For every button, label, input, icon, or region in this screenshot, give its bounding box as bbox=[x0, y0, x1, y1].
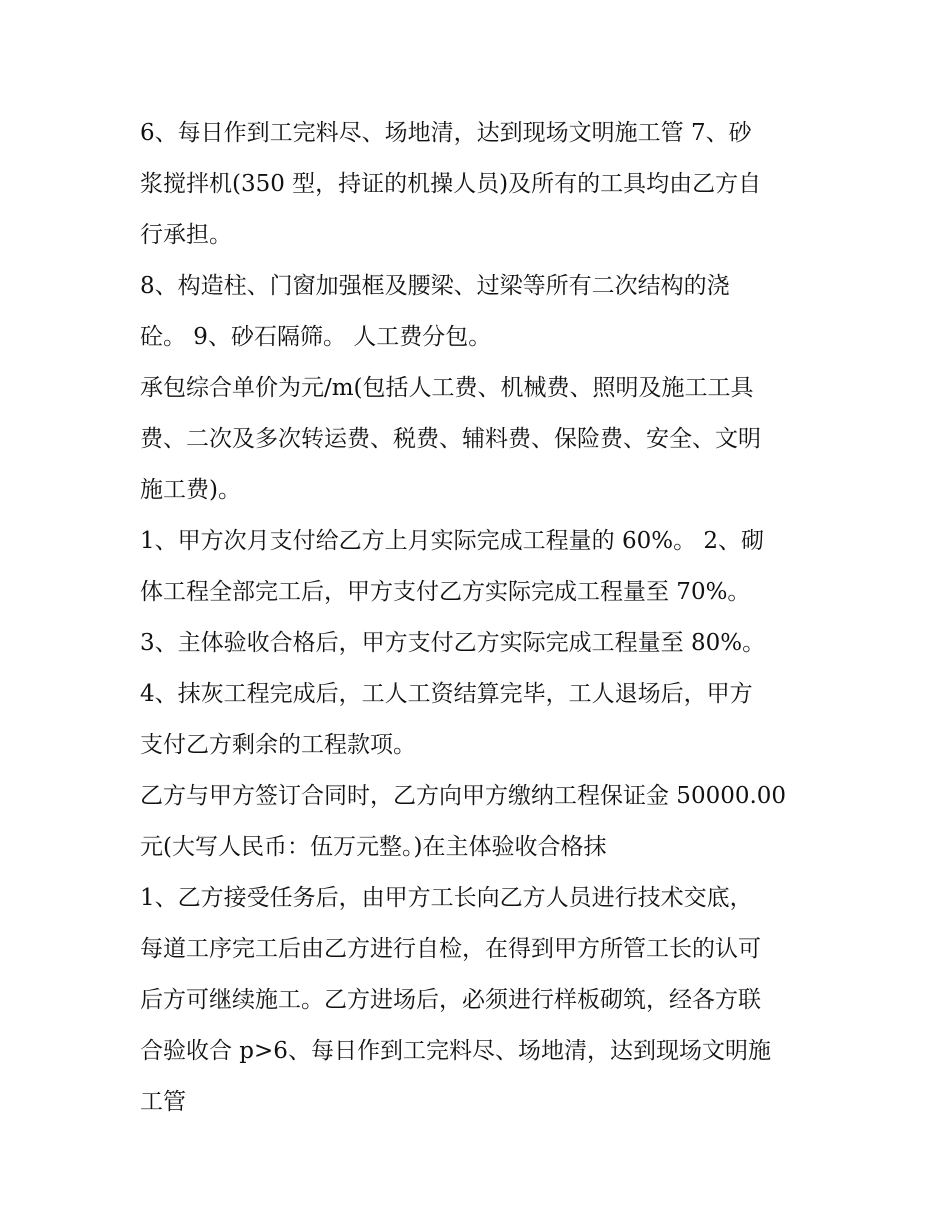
document-body bbox=[140, 108, 820, 1128]
text-line: 浆搅拌机(350 型，持证的机操人员)及所有的工具均由乙方自 bbox=[140, 171, 762, 197]
text-line: 8、构造柱、门窗加强框及腰梁、过梁等所有二次结构的浇 bbox=[140, 273, 730, 299]
text-line: 乙方与甲方签订合同时，乙方向甲方缴纳工程保证金 50000.00 bbox=[140, 783, 787, 809]
text-line: 元(大写人民币：伍万元整。)在主体验收合格抹 bbox=[140, 834, 607, 860]
text-line: 4、抹灰工程完成后，工人工资结算完毕，工人退场后，甲方 bbox=[140, 681, 753, 707]
text-line: 体工程全部完工后，甲方支付乙方实际完成工程量至 70%。 bbox=[140, 579, 751, 605]
text-line: 支付乙方剩余的工程款项。 bbox=[140, 732, 416, 758]
text-line: 1、甲方次月支付给乙方上月实际完成工程量的 60%。 2、砌 bbox=[140, 528, 765, 554]
text-line: 每道工序完工后由乙方进行自检，在得到甲方所管工长的认可 bbox=[140, 936, 761, 962]
text-line: 工管 bbox=[140, 1089, 186, 1115]
text-line: 承包综合单价为元/m(包括人工费、机械费、照明及施工工具 bbox=[140, 375, 754, 401]
text-line: 费、二次及多次转运费、税费、辅料费、保险费、安全、文明 bbox=[140, 426, 761, 452]
text-line: 1、乙方接受任务后，由甲方工长向乙方人员进行技术交底， bbox=[140, 885, 753, 911]
text-line: 3、主体验收合格后，甲方支付乙方实际完成工程量至 80%。 bbox=[140, 630, 766, 656]
text-line: 后方可继续施工。乙方进场后，必须进行样板砌筑，经各方联 bbox=[140, 987, 761, 1013]
text-line: 6、每日作到工完料尽、场地清，达到现场文明施工管 7、砂 bbox=[140, 120, 752, 146]
text-line: 合验收合 p>6、每日作到工完料尽、场地清，达到现场文明施 bbox=[140, 1038, 771, 1064]
text-line: 砼。 9、砂石隔筛。 人工费分包。 bbox=[140, 324, 492, 350]
text-line: 行承担。 bbox=[140, 222, 232, 248]
text-line: 施工费)。 bbox=[140, 477, 241, 503]
